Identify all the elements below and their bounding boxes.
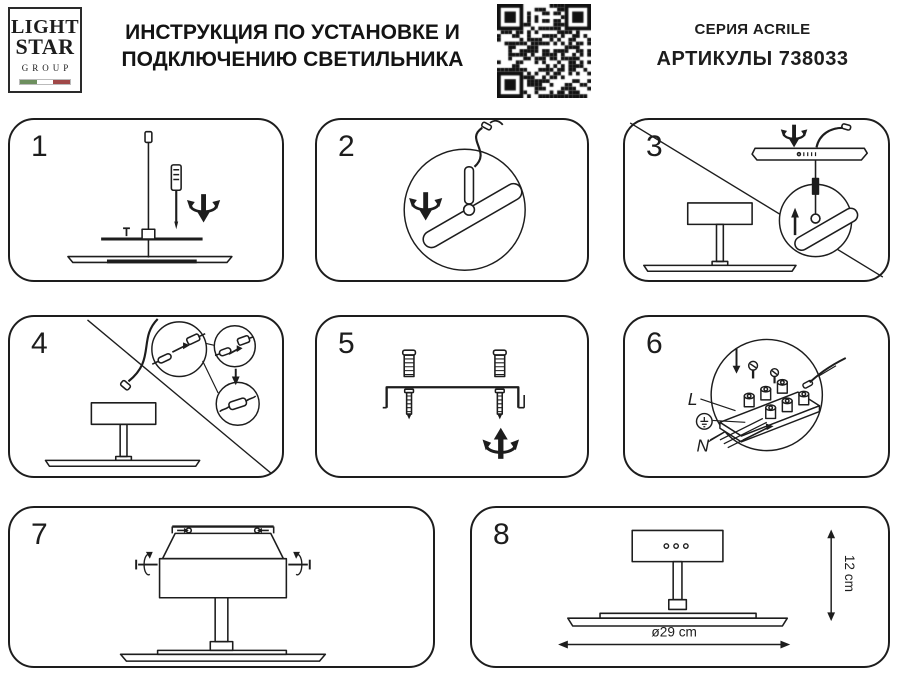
diameter-dimension-label: ø29 cm (651, 624, 697, 640)
step-8-panel (470, 506, 890, 668)
series-label: СЕРИЯ ACRILE (694, 21, 811, 38)
italian-flag-bar (19, 79, 71, 85)
step-3-illustration (625, 120, 888, 280)
logo-text: STAR (15, 34, 75, 59)
qr-code-icon (497, 4, 591, 98)
title-line-2: ПОДКЛЮЧЕНИЮ СВЕТИЛЬНИКА (121, 47, 464, 71)
neutral-wire-label: N (696, 435, 710, 456)
product-info (615, 21, 890, 71)
title-line-1: ИНСТРУКЦИЯ ПО УСТАНОВКЕ И (125, 21, 460, 44)
step-6-illustration (625, 317, 888, 476)
step-8-illustration (472, 508, 888, 666)
step-number: 6 (646, 327, 663, 360)
step-7-illustration (10, 508, 433, 666)
logo-text: LIGHT (10, 16, 80, 38)
step-number: 5 (338, 327, 355, 360)
height-dimension-label: 12 cm (841, 554, 857, 592)
lightstar-logo (8, 7, 82, 93)
step-2-panel (315, 118, 589, 282)
page-title (95, 20, 490, 74)
step-4-panel (8, 315, 284, 478)
step-number: 1 (31, 130, 48, 163)
step-6-panel (623, 315, 890, 478)
line-wire-label: L (687, 388, 698, 409)
step-2-illustration (317, 120, 587, 280)
step-number: 2 (338, 130, 355, 163)
step-number: 4 (31, 327, 48, 360)
article-label: АРТИКУЛЫ 738033 (656, 48, 849, 70)
step-7-panel (8, 506, 435, 668)
step-number: 3 (646, 130, 663, 163)
step-number: 8 (493, 518, 510, 551)
step-3-panel (623, 118, 890, 282)
logo-text: GROUP (21, 62, 73, 73)
step-1-illustration (10, 120, 282, 280)
step-number: 7 (31, 518, 48, 551)
step-5-panel (315, 315, 589, 478)
step-1-panel (8, 118, 284, 282)
step-5-illustration (317, 317, 587, 476)
step-4-illustration (10, 317, 282, 476)
